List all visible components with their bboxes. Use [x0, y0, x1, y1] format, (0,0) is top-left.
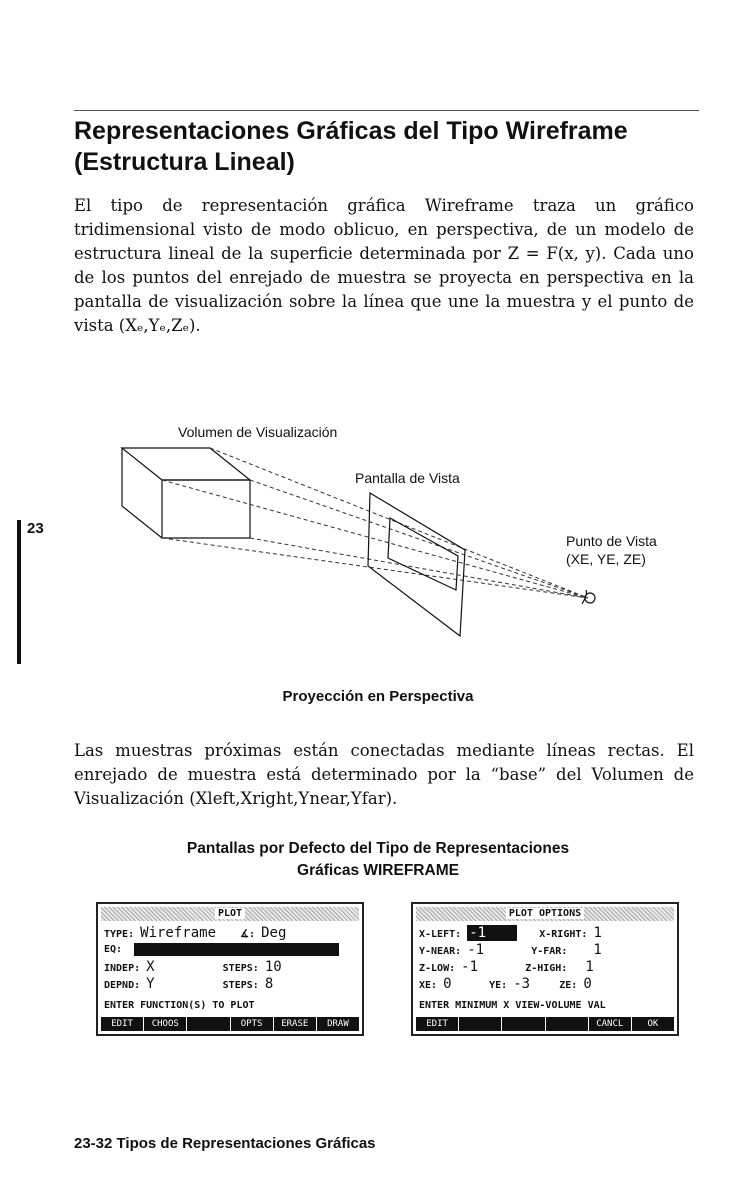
- plot-depnd-row: [104, 976, 273, 992]
- page-title-line-2: (Estructura Lineal): [74, 148, 295, 176]
- type-label: TYPE:: [104, 929, 135, 940]
- page-title-line-1: Representaciones Gráficas del Tipo Wireframe: [74, 117, 628, 145]
- softkey-blank-3: [546, 1017, 589, 1031]
- depnd-field[interactable]: Y: [146, 976, 155, 992]
- plot-screen: [96, 902, 364, 1036]
- softkey-edit[interactable]: EDIT: [101, 1017, 144, 1031]
- softkey-cancel[interactable]: CANCL: [589, 1017, 632, 1031]
- plot-screen-title-bar: [101, 907, 359, 921]
- page-title: [74, 116, 714, 178]
- page-footer: 23-32 Tipos de Representaciones Gráficas: [74, 1135, 376, 1152]
- softkey-choos[interactable]: CHOOS: [144, 1017, 187, 1031]
- figure-caption: Proyección en Perspectiva: [282, 688, 474, 705]
- softkey-opts[interactable]: OPTS: [231, 1017, 274, 1031]
- perspective-diagram: [100, 418, 657, 668]
- label-view-screen: Pantalla de Vista: [355, 470, 460, 486]
- zhigh-label: Z-HIGH:: [525, 963, 568, 974]
- angle-label: ∡:: [240, 929, 256, 940]
- options-y-row: [419, 942, 602, 958]
- plot-screen-title: PLOT: [215, 908, 245, 919]
- plot-eq-row: [104, 942, 356, 958]
- zlow-label: Z-LOW:: [419, 963, 456, 974]
- steps-field-2[interactable]: 8: [264, 976, 274, 992]
- xright-label: X-RIGHT:: [539, 929, 588, 940]
- eq-label: EQ:: [104, 944, 123, 955]
- ze-label: ZE:: [559, 980, 578, 991]
- second-paragraph: Las muestras próximas están conectadas mediante líneas rectas. El enrejado de muestra está determinado por la “base” del Volumen de Visualización (Xleft,Xright,Ynear,Yfar).: [74, 741, 694, 808]
- steps-label-1: STEPS:: [222, 963, 259, 974]
- angle-field[interactable]: Deg: [261, 925, 287, 941]
- options-screen-title-bar: [416, 907, 674, 921]
- ynear-label: Y-NEAR:: [419, 946, 462, 957]
- xleft-label: X-LEFT:: [419, 929, 462, 940]
- options-help-text: ENTER MINIMUM X VIEW-VOLUME VAL: [419, 1000, 606, 1011]
- label-viewpoint-coords: (XE, YE, ZE): [566, 551, 646, 567]
- plot-indep-row: [104, 959, 282, 975]
- softkey-ok[interactable]: OK: [647, 1019, 659, 1029]
- label-viewing-volume: Volumen de Visualización: [178, 424, 338, 440]
- softkey-blank-2: [502, 1017, 545, 1031]
- screens-caption-line-1: Pantallas por Defecto del Tipo de Representaciones: [186, 840, 570, 857]
- softkey-erase[interactable]: ERASE: [274, 1017, 317, 1031]
- options-x-row: [419, 925, 602, 941]
- softkey-draw[interactable]: DRAW: [327, 1019, 349, 1029]
- softkey-edit-2[interactable]: EDIT: [416, 1017, 459, 1031]
- type-field[interactable]: Wireframe: [140, 925, 216, 941]
- xright-field[interactable]: 1: [593, 925, 602, 941]
- view-screen: [368, 493, 465, 636]
- zhigh-field[interactable]: 1: [585, 959, 594, 975]
- viewing-volume-box: [122, 448, 250, 538]
- ynear-field[interactable]: -1: [467, 942, 485, 958]
- ye-label: YE:: [489, 980, 508, 991]
- screens-caption: [0, 838, 756, 882]
- intro-paragraph: El tipo de representación gráfica Wireframe traza un gráfico tridimensional visto de modo oblicuo, en perspectiva, de un modelo de estructura lineal de la superficie determinada por Z = F(x, y). Cada uno de los puntos del enrejado de muestra se proyecta en perspectiva en la pantalla de visualización sobre la línea que une la muestra y el punto de vista (Xₑ,Yₑ,Zₑ).: [74, 196, 694, 335]
- eq-field[interactable]: [134, 943, 339, 956]
- options-eye-row: [419, 976, 592, 992]
- chapter-tab-bar: [17, 520, 21, 664]
- ze-field[interactable]: 0: [583, 976, 592, 992]
- label-viewpoint: Punto de Vista: [566, 533, 657, 549]
- xe-field[interactable]: 0: [443, 976, 452, 992]
- plot-softkey-bar: [101, 1017, 359, 1031]
- zlow-field[interactable]: -1: [461, 959, 479, 975]
- options-softkey-bar: [416, 1017, 674, 1031]
- xleft-field[interactable]: -1: [467, 925, 517, 941]
- xe-label: XE:: [419, 980, 438, 991]
- steps-field-1[interactable]: 10: [264, 959, 282, 975]
- yfar-label: Y-FAR:: [531, 946, 568, 957]
- chapter-tab-number: 23: [27, 520, 44, 537]
- softkey-blank: [187, 1017, 230, 1031]
- softkey-blank-1: [459, 1017, 502, 1031]
- plot-type-row: [104, 925, 286, 941]
- plot-help-text: ENTER FUNCTION(S) TO PLOT: [104, 1000, 255, 1011]
- ye-field[interactable]: -3: [513, 976, 531, 992]
- options-z-row: [419, 959, 594, 975]
- screens-caption-line-2: Gráficas WIREFRAME: [297, 862, 459, 879]
- top-rule: [74, 110, 699, 111]
- options-screen-title: PLOT OPTIONS: [506, 908, 584, 919]
- indep-field[interactable]: X: [146, 959, 155, 975]
- steps-label-2: STEPS:: [222, 980, 259, 991]
- depnd-label: DEPND:: [104, 980, 141, 991]
- plot-options-screen: [411, 902, 679, 1036]
- indep-label: INDEP:: [104, 963, 141, 974]
- yfar-field[interactable]: 1: [593, 942, 602, 958]
